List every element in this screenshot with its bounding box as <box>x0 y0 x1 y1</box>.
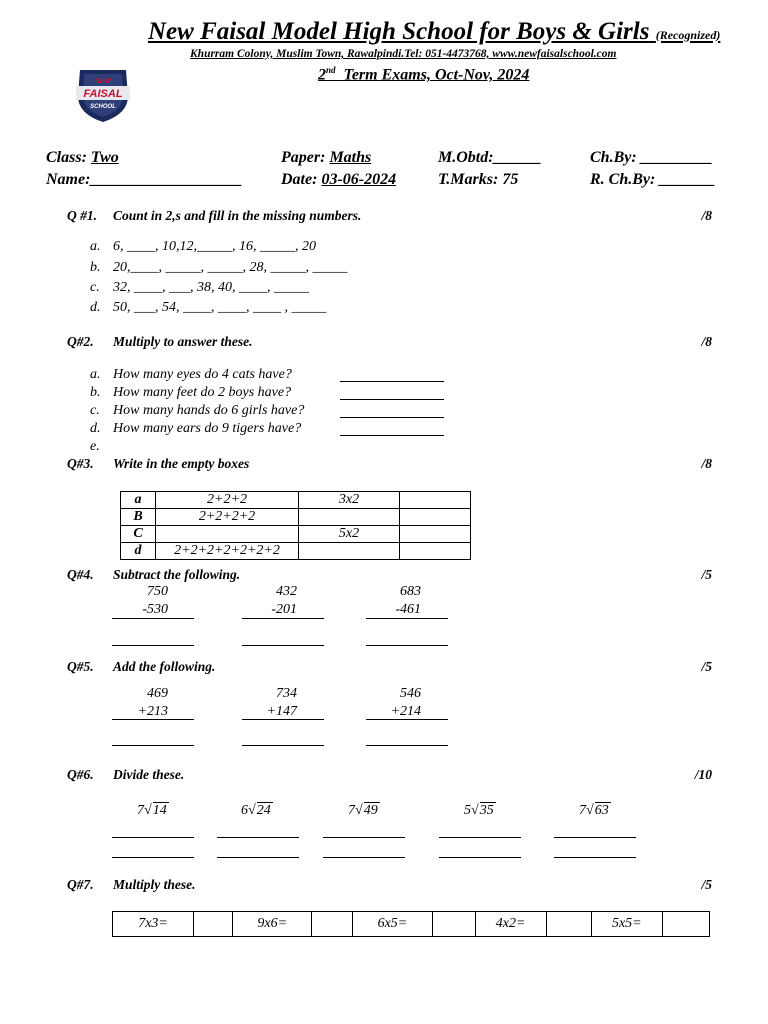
q2-label-e: e. <box>90 439 100 454</box>
q6-number: Q#6. <box>67 767 94 782</box>
term-title <box>318 65 529 84</box>
table-row <box>121 509 471 526</box>
logo-text-main: FAISAL <box>83 88 123 100</box>
q7-text: Multiply these. <box>113 877 196 892</box>
q5-text: Add the following. <box>113 659 216 674</box>
q1-number: Q #1. <box>67 208 97 223</box>
q7-marks: /5 <box>701 877 712 892</box>
table-cell[interactable] <box>400 492 471 509</box>
radical-sign-icon: √ <box>471 803 479 818</box>
q6-answer-line[interactable] <box>217 857 299 858</box>
q5-problem-2-answer-line[interactable] <box>242 745 324 746</box>
q5-problem-3-answer-line[interactable] <box>366 745 448 746</box>
q5-problem-3-rule <box>366 719 448 720</box>
table-cell: d <box>121 543 156 560</box>
q6-answer-line[interactable] <box>112 837 194 838</box>
q6-problem-3 <box>348 802 380 819</box>
q6-problem-1 <box>137 802 169 819</box>
q6-answer-line[interactable] <box>217 837 299 838</box>
marks-obtained-field: M.Obtd:______ <box>438 149 542 166</box>
table-cell: C <box>121 526 156 543</box>
q6-problem-5-dividend: 63 <box>594 803 609 818</box>
q5-problem-2-top: 734 <box>276 686 297 701</box>
q6-answer-line[interactable] <box>323 837 405 838</box>
paper-field <box>281 149 371 167</box>
q4-number: Q#4. <box>67 567 94 582</box>
table-cell[interactable] <box>299 543 400 560</box>
q1-marks: /8 <box>701 208 712 223</box>
answer-cell[interactable] <box>662 912 709 937</box>
q4-text: Subtract the following. <box>113 567 241 582</box>
answer-cell[interactable] <box>312 912 353 937</box>
q4-marks: /5 <box>701 567 712 582</box>
q5-problem-1-rule <box>112 719 194 720</box>
q6-answer-line[interactable] <box>112 857 194 858</box>
table-row <box>121 492 471 509</box>
table-cell[interactable] <box>400 526 471 543</box>
q5-number: Q#5. <box>67 659 94 674</box>
table-cell: 7x3= <box>113 912 194 937</box>
q6-answer-line[interactable] <box>554 837 636 838</box>
q4-problem-2-answer-line[interactable] <box>242 645 324 646</box>
q6-problem-3-dividend: 49 <box>363 803 378 818</box>
q7-number: Q#7. <box>67 877 94 892</box>
q6-problem-1-dividend: 14 <box>152 803 167 818</box>
school-name <box>148 18 720 46</box>
q6-problem-4-divisor: 5 <box>464 803 471 818</box>
answer-cell[interactable] <box>194 912 233 937</box>
table-row <box>113 912 710 937</box>
paper-label: Paper: <box>281 149 326 166</box>
checked-by-field: Ch.By: _________ <box>590 149 713 166</box>
address-text: Khurram Colony, Muslim Town, Rawalpindi. <box>190 48 405 60</box>
table-cell: B <box>121 509 156 526</box>
class-field <box>46 149 119 167</box>
q4-problem-1-bottom: -530 <box>142 602 168 617</box>
table-row <box>121 526 471 543</box>
q5-problem-2-bottom: +147 <box>266 704 297 719</box>
q4-problem-2-top: 432 <box>276 584 297 599</box>
school-logo-icon <box>72 66 134 124</box>
q6-problem-4-dividend: 35 <box>479 803 494 818</box>
q1-item-b: 20,____, _____, _____, 28, _____, _____ <box>113 260 348 275</box>
q6-answer-line[interactable] <box>439 857 521 858</box>
q2-item-a: How many eyes do 4 cats have? <box>113 367 292 382</box>
q3-number: Q#3. <box>67 456 94 471</box>
table-cell[interactable] <box>299 509 400 526</box>
q2-label-d: d. <box>90 421 101 436</box>
class-label: Class: <box>46 149 87 166</box>
q1-item-a: 6, ____, 10,12,_____, 16, _____, 20 <box>113 239 316 254</box>
q6-problem-2-dividend: 24 <box>256 803 271 818</box>
table-cell[interactable] <box>400 509 471 526</box>
table-cell: 6x5= <box>353 912 432 937</box>
q4-problem-3-rule <box>366 618 448 619</box>
logo-text-bottom: SCHOOL <box>90 104 116 110</box>
table-cell: 2+2+2+2+2+2+2 <box>156 543 299 560</box>
q4-problem-3-top: 683 <box>400 584 421 599</box>
logo-text-top: NEW <box>94 78 112 85</box>
answer-cell[interactable] <box>432 912 475 937</box>
q2-answer-line-c[interactable] <box>340 403 444 418</box>
table-cell: 5x2 <box>299 526 400 543</box>
q2-marks: /8 <box>701 334 712 349</box>
date-value: 03-06-2024 <box>321 171 397 188</box>
date-label: Date: <box>281 171 318 188</box>
table-cell: 4x2= <box>475 912 546 937</box>
school-title: New Faisal Model High School for Boys & Girls <box>148 18 650 45</box>
q4-problem-3-answer-line[interactable] <box>366 645 448 646</box>
q1-item-d: 50, ___, 54, ____, ____, ____ , _____ <box>113 300 327 315</box>
q2-text: Multiply to answer these. <box>113 334 253 349</box>
q4-problem-2-bottom: -201 <box>271 602 297 617</box>
q4-problem-1-top: 750 <box>147 584 168 599</box>
school-address <box>190 48 616 60</box>
q5-marks: /5 <box>701 659 712 674</box>
q2-number: Q#2. <box>67 334 94 349</box>
q1-item-c: 32, ____, ___, 38, 40, ____, _____ <box>113 280 309 295</box>
q6-problem-5 <box>579 802 611 819</box>
radical-sign-icon: √ <box>248 803 256 818</box>
total-marks-field: T.Marks: 75 <box>438 171 519 188</box>
q2-label-a: a. <box>90 367 101 382</box>
q6-problem-2 <box>241 802 273 819</box>
answer-cell[interactable] <box>546 912 591 937</box>
table-cell[interactable] <box>400 543 471 560</box>
table-cell: a <box>121 492 156 509</box>
contact-text: Tel: 051-4473768, www.newfaisalschool.com <box>404 48 617 60</box>
q1-label-c: c. <box>90 280 100 295</box>
recognized-label: (Recognized) <box>655 28 721 42</box>
q2-answer-line-b[interactable] <box>340 385 444 400</box>
q2-item-c: How many hands do 6 girls have? <box>113 403 305 418</box>
radical-sign-icon: √ <box>586 803 594 818</box>
class-value: Two <box>90 149 119 166</box>
q2-answer-line-a[interactable] <box>340 367 444 382</box>
date-field <box>281 171 396 189</box>
table-cell: 3x2 <box>299 492 400 509</box>
q3-table <box>120 491 471 560</box>
q2-item-d: How many ears do 9 tigers have? <box>113 421 302 436</box>
q5-problem-1-answer-line[interactable] <box>112 745 194 746</box>
q5-problem-3-bottom: +214 <box>390 704 421 719</box>
q7-table <box>112 911 710 937</box>
table-row <box>121 543 471 560</box>
paper-value: Maths <box>329 149 372 166</box>
table-cell: 9x6= <box>233 912 312 937</box>
q2-answer-line-d[interactable] <box>340 421 444 436</box>
q2-label-c: c. <box>90 403 100 418</box>
q6-marks: /10 <box>694 767 712 782</box>
q6-problem-1-divisor: 7 <box>137 803 144 818</box>
rechecked-by-field: R. Ch.By: _______ <box>590 171 716 188</box>
q6-problem-3-divisor: 7 <box>348 803 355 818</box>
q6-problem-2-divisor: 6 <box>241 803 248 818</box>
term-text: Term Exams, Oct-Nov, 2024 <box>343 66 530 84</box>
q3-marks: /8 <box>701 456 712 471</box>
q3-text: Write in the empty boxes <box>113 456 250 471</box>
q6-answer-line[interactable] <box>554 857 636 858</box>
q2-item-b: How many feet do 2 boys have? <box>113 385 292 400</box>
table-cell: 2+2+2 <box>156 492 299 509</box>
q4-problem-1-answer-line[interactable] <box>112 645 194 646</box>
q1-label-a: a. <box>90 239 101 254</box>
q6-answer-line[interactable] <box>439 837 521 838</box>
q2-label-b: b. <box>90 385 101 400</box>
q5-problem-1-bottom: +213 <box>137 704 168 719</box>
q4-problem-2-rule <box>242 618 324 619</box>
q6-problem-4 <box>464 802 496 819</box>
q1-text: Count in 2,s and fill in the missing numbers. <box>113 208 362 223</box>
term-ordinal: 2 <box>318 66 326 84</box>
q1-label-b: b. <box>90 260 101 275</box>
term-ordinal-suffix: nd <box>326 65 336 75</box>
q5-problem-3-top: 546 <box>400 686 421 701</box>
q6-answer-line[interactable] <box>323 857 405 858</box>
q6-problem-5-divisor: 7 <box>579 803 586 818</box>
table-cell: 5x5= <box>591 912 662 937</box>
table-cell[interactable] <box>156 526 299 543</box>
q4-problem-1-rule <box>112 618 194 619</box>
q5-problem-2-rule <box>242 719 324 720</box>
q6-text: Divide these. <box>113 767 185 782</box>
q1-label-d: d. <box>90 300 101 315</box>
q4-problem-3-bottom: -461 <box>395 602 421 617</box>
radical-sign-icon: √ <box>355 803 363 818</box>
table-cell: 2+2+2+2 <box>156 509 299 526</box>
q5-problem-1-top: 469 <box>147 686 168 701</box>
name-field: Name:___________________ <box>46 171 243 188</box>
radical-sign-icon: √ <box>144 803 152 818</box>
